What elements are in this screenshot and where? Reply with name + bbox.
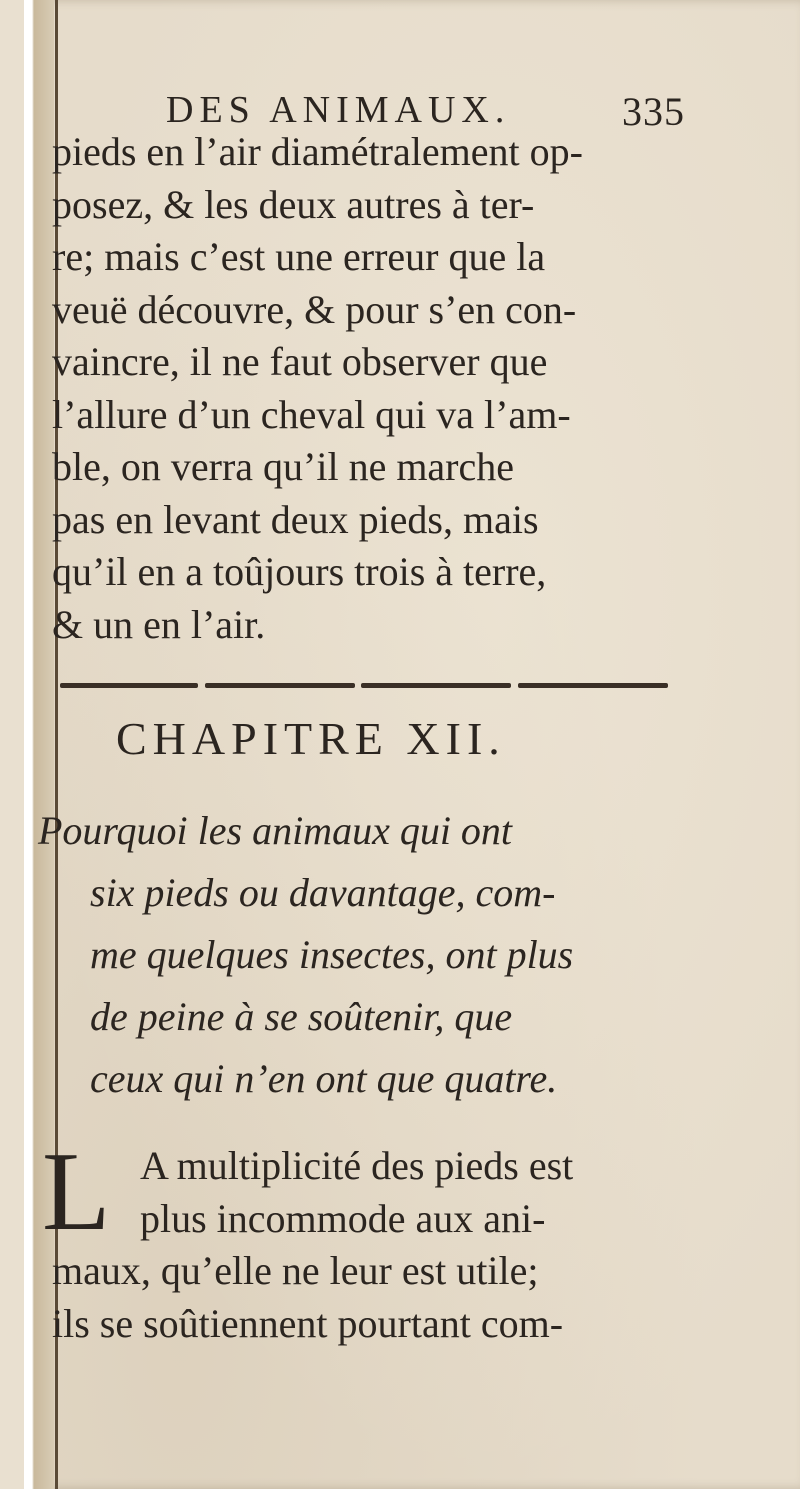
- summary-line: de peine à se soûtenir, que: [90, 994, 513, 1039]
- text-line: plus incommode aux ani-: [140, 1195, 546, 1241]
- page-number: 335: [622, 89, 685, 134]
- text-line: vaincre, il ne faut observer que: [52, 339, 548, 384]
- continued-paragraph: [52, 126, 692, 651]
- text-line: A multiplicité des pieds est: [140, 1143, 574, 1188]
- text-line: ble, on verra qu’il ne marche: [52, 444, 515, 489]
- summary-line: ceux qui n’en ont que quatre.: [90, 1056, 558, 1101]
- ornamental-divider: [60, 683, 668, 689]
- running-title: DES ANIMAUX.: [166, 89, 511, 131]
- text-line: maux, qu’elle ne leur est utile;: [52, 1248, 539, 1293]
- text-line: posez, & les deux autres à ter-: [52, 181, 535, 227]
- summary-line: me quelques insectes, ont plus: [90, 932, 574, 977]
- text-line: ils se soûtiennent pourtant com-: [52, 1300, 564, 1346]
- text-line: veuë découvre, & pour s’en con-: [52, 286, 577, 332]
- chapter-summary: [38, 800, 698, 1110]
- text-line: re; mais c’est une erreur que la: [52, 234, 546, 279]
- divider-rule: [361, 683, 511, 688]
- summary-line: Pourquoi les animaux qui ont: [38, 808, 513, 853]
- text-line: l’allure d’un cheval qui va l’am-: [52, 391, 571, 437]
- drop-cap: L: [42, 1130, 111, 1254]
- text-line: pieds en l’air diamétralement op-: [52, 129, 583, 174]
- divider-rule: [60, 683, 198, 688]
- text-line: & un en l’air.: [52, 601, 266, 647]
- text-line: qu’il en a toûjours trois à terre,: [52, 549, 547, 594]
- text-line: pas en levant deux pieds, mais: [52, 496, 539, 542]
- chapter-title: CHAPITRE XII.: [116, 713, 506, 764]
- divider-rule: [518, 683, 668, 688]
- summary-line: six pieds ou davantage, com-: [90, 870, 556, 915]
- divider-rule: [205, 683, 355, 688]
- page-edge: [24, 0, 54, 1489]
- chapter-paragraph: [52, 1140, 692, 1350]
